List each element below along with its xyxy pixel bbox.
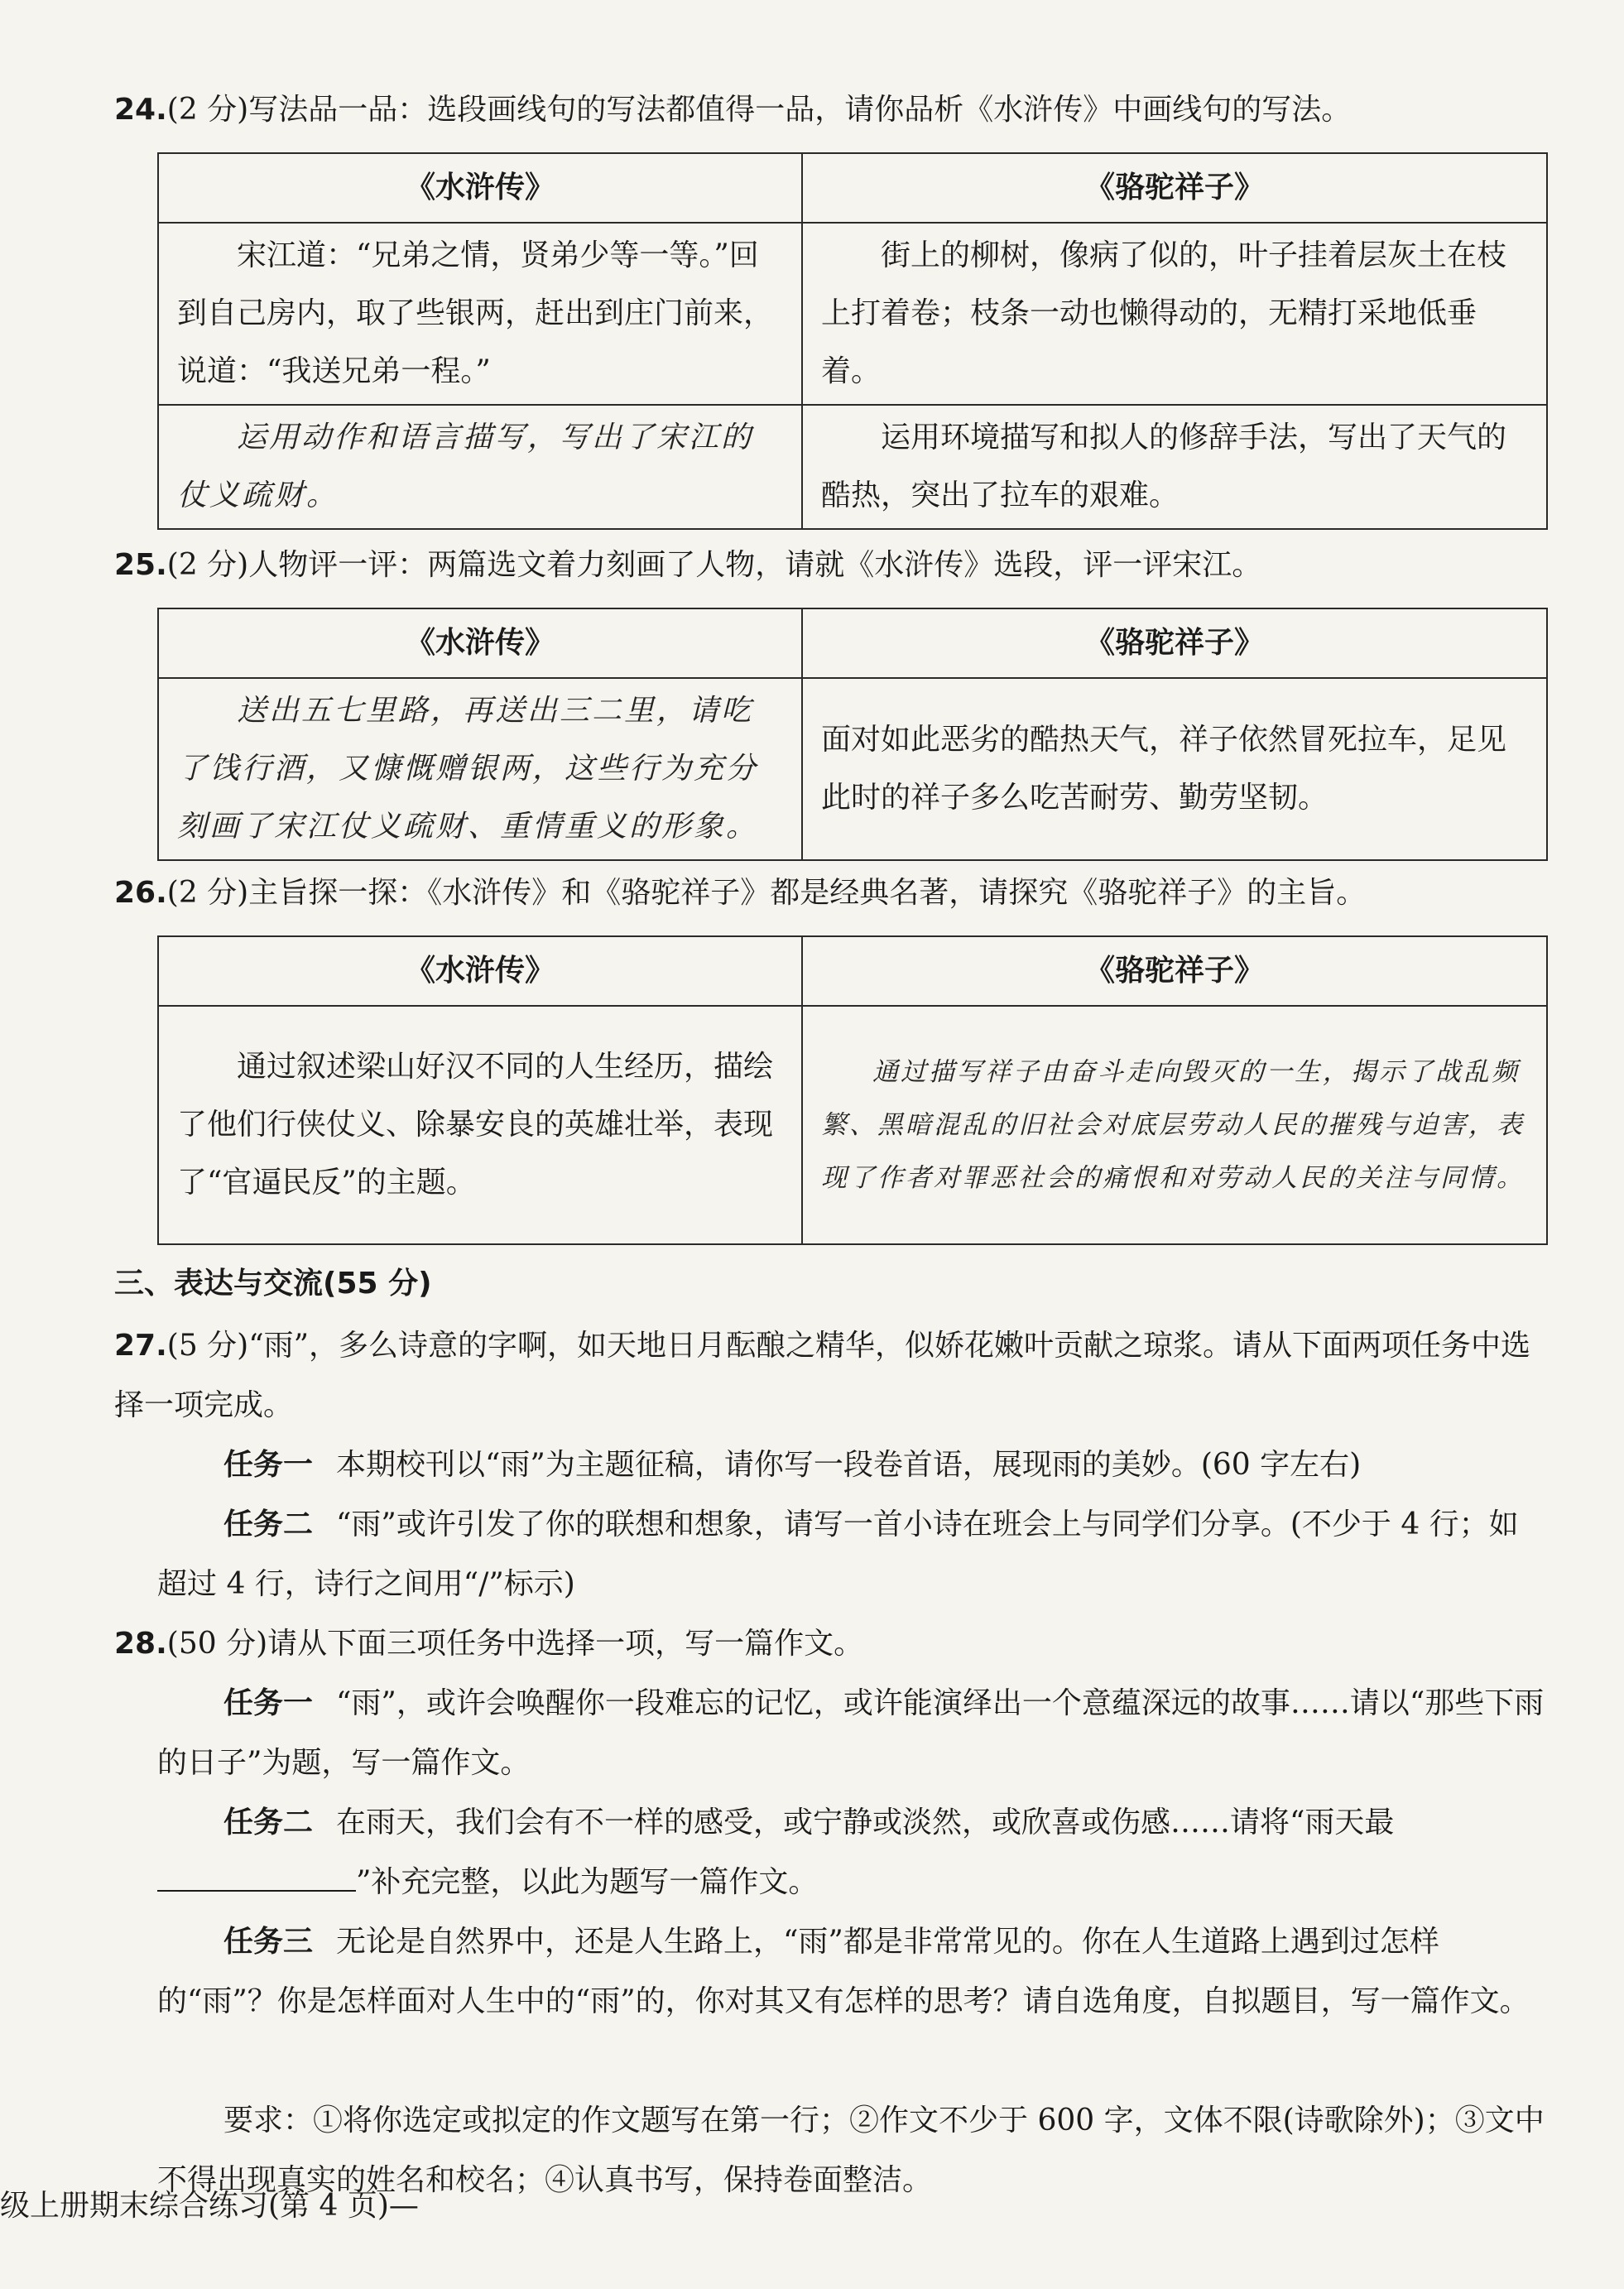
handwritten-answer: 通过描写祥子由奋斗走向毁灭的一生，揭示了战乱频繁、黑暗混乱的旧社会对底层劳动人民的摧残与迫害，表现了作者对罪恶社会的痛恨和对劳动人民的关注与同情。 xyxy=(802,1006,1547,1244)
task-text: “雨”，或许会唤醒你一段难忘的记忆，或许能演绎出一个意蕴深远的故事……请以“那些下雨的日子”为题，写一篇作文。 xyxy=(157,1686,1545,1780)
question-text: (50 分)请从下面三项任务中选择一项，写一篇作文。 xyxy=(166,1627,864,1661)
question-number: 25. xyxy=(114,548,167,582)
task-label: 任务一 xyxy=(223,1686,314,1720)
question-25 xyxy=(114,543,1554,588)
question-number: 27. xyxy=(114,1329,167,1363)
question-24 xyxy=(114,88,1554,132)
fill-in-blank xyxy=(157,1860,356,1892)
question-text: (2 分)写法品一品：选段画线句的写法都值得一品，请你品析《水浒传》中画线句的写法。 xyxy=(166,93,1352,127)
section-title: 三、表达与交流(55 分) xyxy=(114,1267,432,1301)
table-q26 xyxy=(157,935,1548,1245)
task-text-a: 在雨天，我们会有不一样的感受，或宁静或淡然，或欣喜或伤感……请将“雨天最 xyxy=(336,1806,1395,1839)
col-header-luotuo: 《骆驼祥子》 xyxy=(802,608,1547,678)
col-header-shuihu: 《水浒传》 xyxy=(158,608,802,678)
col-header-shuihu: 《水浒传》 xyxy=(158,936,802,1006)
task-text: 无论是自然界中，还是人生路上，“雨”都是非常常见的。你在人生道路上遇到过怎样的“雨”？你是怎样面对人生中的“雨”的，你对其又有怎样的思考？请自选角度，自拟题目，写一篇作文。 xyxy=(157,1925,1530,2018)
q28-task-2 xyxy=(157,1793,1548,1912)
q28-task-3 xyxy=(157,1912,1548,2032)
theme-shuihu: 通过叙述梁山好汉不同的人生经历，描绘了他们行侠仗义、除暴安良的英雄壮举，表现了“官逼民反”的主题。 xyxy=(158,1006,802,1244)
question-text: (5 分)“雨”，多么诗意的字啊，如天地日月酝酿之精华，似娇花嫩叶贡献之琼浆。请从下面两项任务中选择一项完成。 xyxy=(114,1329,1531,1422)
question-number: 26. xyxy=(114,876,167,910)
excerpt-shuihu: 宋江道：“兄弟之情，贤弟少等一等。”回到自己房内，取了些银两，赶出到庄门前来，说道：“我送兄弟一程。” xyxy=(158,223,802,405)
task-label: 任务一 xyxy=(223,1448,314,1482)
task-label: 任务二 xyxy=(223,1806,314,1839)
q28-requirements: 要求：①将你选定或拟定的作文题写在第一行；②作文不少于 600 字，文体不限(诗歌除外)；③文中不得出现真实的姓名和校名；④认真书写，保持卷面整洁。 xyxy=(157,2104,1545,2197)
table-q24 xyxy=(157,152,1548,530)
q27-task-2 xyxy=(157,1495,1548,1614)
task-text-b: ”补充完整，以此为题写一篇作文。 xyxy=(356,1865,819,1899)
col-header-shuihu: 《水浒传》 xyxy=(158,153,802,223)
question-text: (2 分)人物评一评：两篇选文着力刻画了人物，请就《水浒传》选段，评一评宋江。 xyxy=(166,548,1262,582)
q28-task-1 xyxy=(157,1674,1548,1793)
answer-luotuo: 面对如此恶劣的酷热天气，祥子依然冒死拉车，足见此时的祥子多么吃苦耐劳、勤劳坚韧。 xyxy=(802,678,1547,860)
task-text: “雨”或许引发了你的联想和想象，请写一首小诗在班会上与同学们分享。(不少于 4 行；如超过 4 行，诗行之间用“/”标示) xyxy=(157,1508,1519,1601)
task-label: 任务二 xyxy=(223,1508,314,1541)
question-text: (2 分)主旨探一探：《水浒传》和《骆驼祥子》都是经典名著，请探究《骆驼祥子》的主旨。 xyxy=(166,876,1367,910)
question-number: 28. xyxy=(114,1627,167,1661)
question-26 xyxy=(114,871,1554,916)
table-q25 xyxy=(157,608,1548,861)
q27-task-1 xyxy=(157,1435,1548,1495)
question-number: 24. xyxy=(114,93,167,127)
handwritten-answer: 送出五七里路，再送出三二里，请吃了饯行酒，又慷慨赠银两，这些行为充分刻画了宋江仗义疏财、重情重义的形象。 xyxy=(158,678,802,860)
col-header-luotuo: 《骆驼祥子》 xyxy=(802,153,1547,223)
page-footer: 级上册期末综合练习(第 4 页)— xyxy=(0,2189,419,2223)
question-27 xyxy=(114,1316,1554,1435)
task-text: 本期校刊以“雨”为主题征稿，请你写一段卷首语，展现雨的美妙。(60 字左右) xyxy=(336,1448,1362,1482)
handwritten-answer: 运用动作和语言描写，写出了宋江的仗义疏财。 xyxy=(158,405,802,529)
col-header-luotuo: 《骆驼祥子》 xyxy=(802,936,1547,1006)
excerpt-luotuo: 街上的柳树，像病了似的，叶子挂着层灰土在枝上打着卷；枝条一动也懒得动的，无精打采地低垂着。 xyxy=(802,223,1547,405)
answer-luotuo: 运用环境描写和拟人的修辞手法，写出了天气的酷热，突出了拉车的艰难。 xyxy=(802,405,1547,529)
task-label: 任务三 xyxy=(223,1925,314,1959)
question-28 xyxy=(114,1614,1554,1674)
